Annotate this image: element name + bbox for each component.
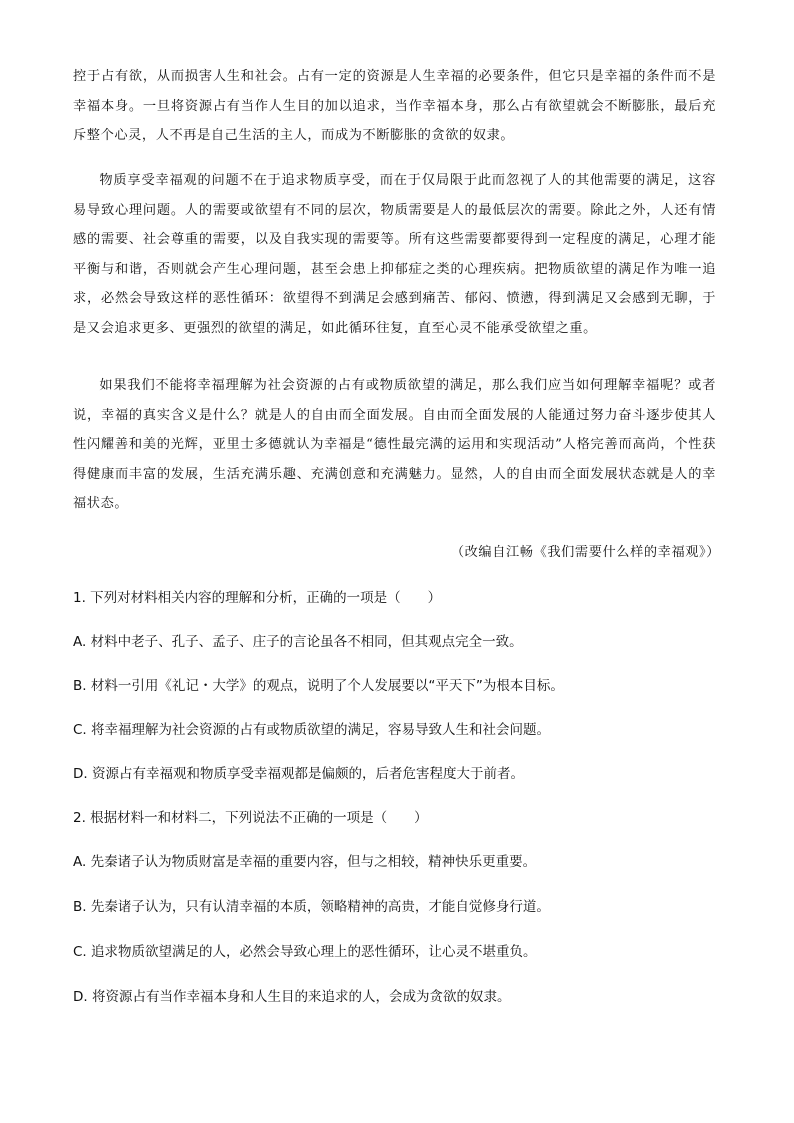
question-2-option-d: D. 将资源占有当作幸福本身和人生目的来追求的人，会成为贪欲的奴隶。	[73, 989, 511, 1005]
passage-paragraph-1: 控于占有欲，从而损害人生和社会。占有一定的资源是人生幸福的必要条件，但它只是幸福的条件而不是幸福本身。一旦将资源占有当作人生目的加以追求，当作幸福本身，那么占有欲望就会不断膨胀，最后充斥整个心灵，人不再是自己生活的主人，而成为不断膨胀的贪欲的奴隶。	[73, 69, 716, 143]
question-1-stem: 1. 下列对材料相关内容的理解和分析，正确的一项是（ ）	[73, 590, 442, 606]
question-2-stem: 2. 根据材料一和材料二，下列说法不正确的一项是（ ）	[73, 810, 428, 826]
question-1-option-b: B. 材料一引用《礼记・大学》的观点，说明了个人发展要以“平天下”为根本目标。	[73, 678, 564, 694]
passage-paragraph-3: 如果我们不能将幸福理解为社会资源的占有或物质欲望的满足，那么我们应当如何理解幸福呢？或者说，幸福的真实含义是什么？就是人的自由而全面发展。自由而全面发展的人能通过努力奋斗逐步使其人性闪耀善和美的光辉，亚里士多德就认为幸福是“德性最完满的运用和实现活动”人格完善而高尚，个性获得健康而丰富的发展，生活充满乐趣、充满创意和充满魅力。显然，人的自由而全面发展状态就是人的幸福状态。	[73, 378, 716, 511]
question-2-option-c: C. 追求物质欲望满足的人，必然会导致心理上的恶性循环，让心灵不堪重负。	[73, 944, 537, 960]
question-1-option-c: C. 将幸福理解为社会资源的占有或物质欲望的满足，容易导致人生和社会问题。	[73, 722, 551, 738]
question-2-option-a: A. 先秦诸子认为物质财富是幸福的重要内容，但与之相较，精神快乐更重要。	[73, 854, 537, 870]
question-1-option-d: D. 资源占有幸福观和物质享受幸福观都是偏颇的，后者危害程度大于前者。	[73, 766, 524, 782]
passage-paragraph-2: 物质享受幸福观的问题不在于追求物质享受，而在于仅局限于此而忽视了人的其他需要的满足，这容易导致心理问题。人的需要或欲望有不同的层次，物质需要是人的最低层次的需要。除此之外，人还有情感的需要、社会尊重的需要，以及自我实现的需要等。所有这些需要都要得到一定程度的满足，心理才能平衡与和谐，否则就会产生心理问题，甚至会患上抑郁症之类的心理疾病。把物质欲望的满足作为唯一追求，必然会导致这样的恶性循环：欲望得不到满足会感到痛苦、郁闷、愤懑，得到满足又会感到无聊，于是又会追求更多、更强烈的欲望的满足，如此循环往复，直至心灵不能承受欲望之重。	[73, 173, 716, 336]
question-2-option-b: B. 先秦诸子认为，只有认清幸福的本质，领略精神的高贵，才能自觉修身行道。	[73, 899, 550, 915]
passage-source: （改编自江畅《我们需要什么样的幸福观》）	[450, 545, 720, 560]
question-1-option-a: A. 材料中老子、孔子、孟子、庄子的言论虽各不相同，但其观点完全一致。	[73, 634, 523, 650]
